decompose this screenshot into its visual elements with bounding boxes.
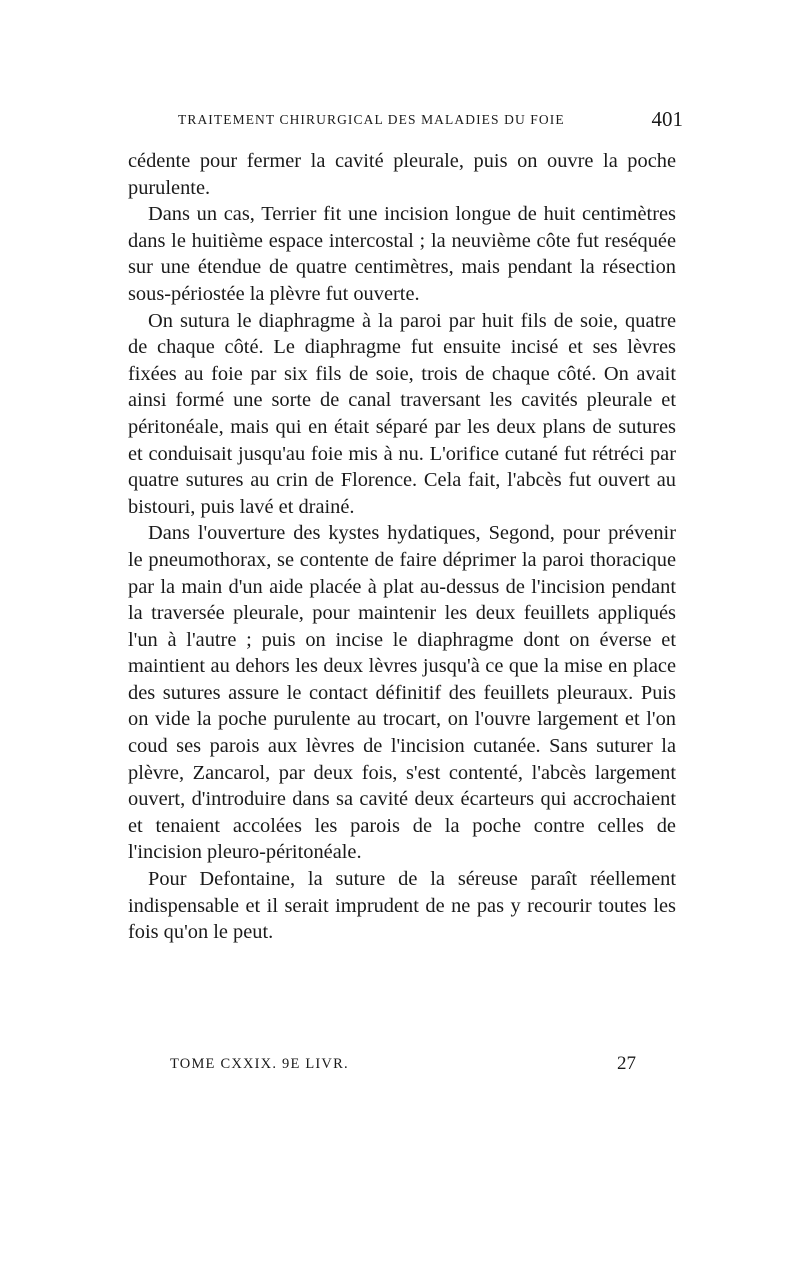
paragraph: Dans l'ouverture des kystes hydatiques, Segond, pour prévenir le pneumothorax, se contente de faire déprimer la paroi thoracique par la main d'un aide placée à plat au-dessus de l'incision pendant la traversée pleurale, pour maintenir les deux feuillets appliqués l'un à l'autre ; puis on incise le diaphragme dont on éverse et maintient au dehors les deux lèvres jusqu'à ce que la mise en place des sutures assure le contact définitif des feuillets pleuraux. Puis on vide la poche purulente au trocart, on l'ouvre largement et l'on coud ses parois aux lèvres de l'incision cutanée. Sans suturer la plèvre, Zancarol, par deux fois, s'est contenté, l'abcès largement ouvert, d'introduire dans sa cavité deux écarteurs qui accrochaient et tenaient accolées les parois de la poche contre celles de l'incision pleuro-péritonéale. [128, 522, 676, 864]
paragraph: On sutura le diaphragme à la paroi par huit fils de soie, quatre de chaque côté. Le diaphragme fut ensuite incisé et ses lèvres fixées au foie par six fils de soie, trois de chaque côté. On avait ainsi formé une sorte de canal traversant les cavités pleurale et péritonéale, mais qui en était séparé par les deux plans de sutures et conduisait jusqu'au foie mis à nu. L'orifice cutané fut rétréci par quatre sutures au crin de Florence. Cela fait, l'abcès fut ouvert au bistouri, puis lavé et drainé. [128, 309, 676, 518]
paragraph: Pour Defontaine, la suture de la séreuse paraît réellement indispensable et il serait imprudent de ne pas y recourir toutes les fois qu'on le peut. [128, 868, 676, 944]
running-title: TRAITEMENT CHIRURGICAL DES MALADIES DU FOIE [178, 112, 565, 127]
paragraph: Dans un cas, Terrier fit une incision longue de huit centimètres dans le huitième espace intercostal ; la neuvième côte fut reséquée sur une étendue de quatre centimètres, mais pendant la résection sous-périostée la plèvre fut ouverte. [128, 203, 676, 305]
running-head [178, 107, 683, 131]
body-text [128, 148, 676, 946]
page-footer [170, 1053, 636, 1074]
signature-mark: 27 [617, 1053, 636, 1074]
volume-line: TOME CXXIX. 9E LIVR. [170, 1056, 349, 1072]
paragraph-continued: cédente pour fermer la cavité pleurale, puis on ouvre la poche purulente. [128, 150, 676, 199]
page-number: 401 [651, 107, 683, 131]
